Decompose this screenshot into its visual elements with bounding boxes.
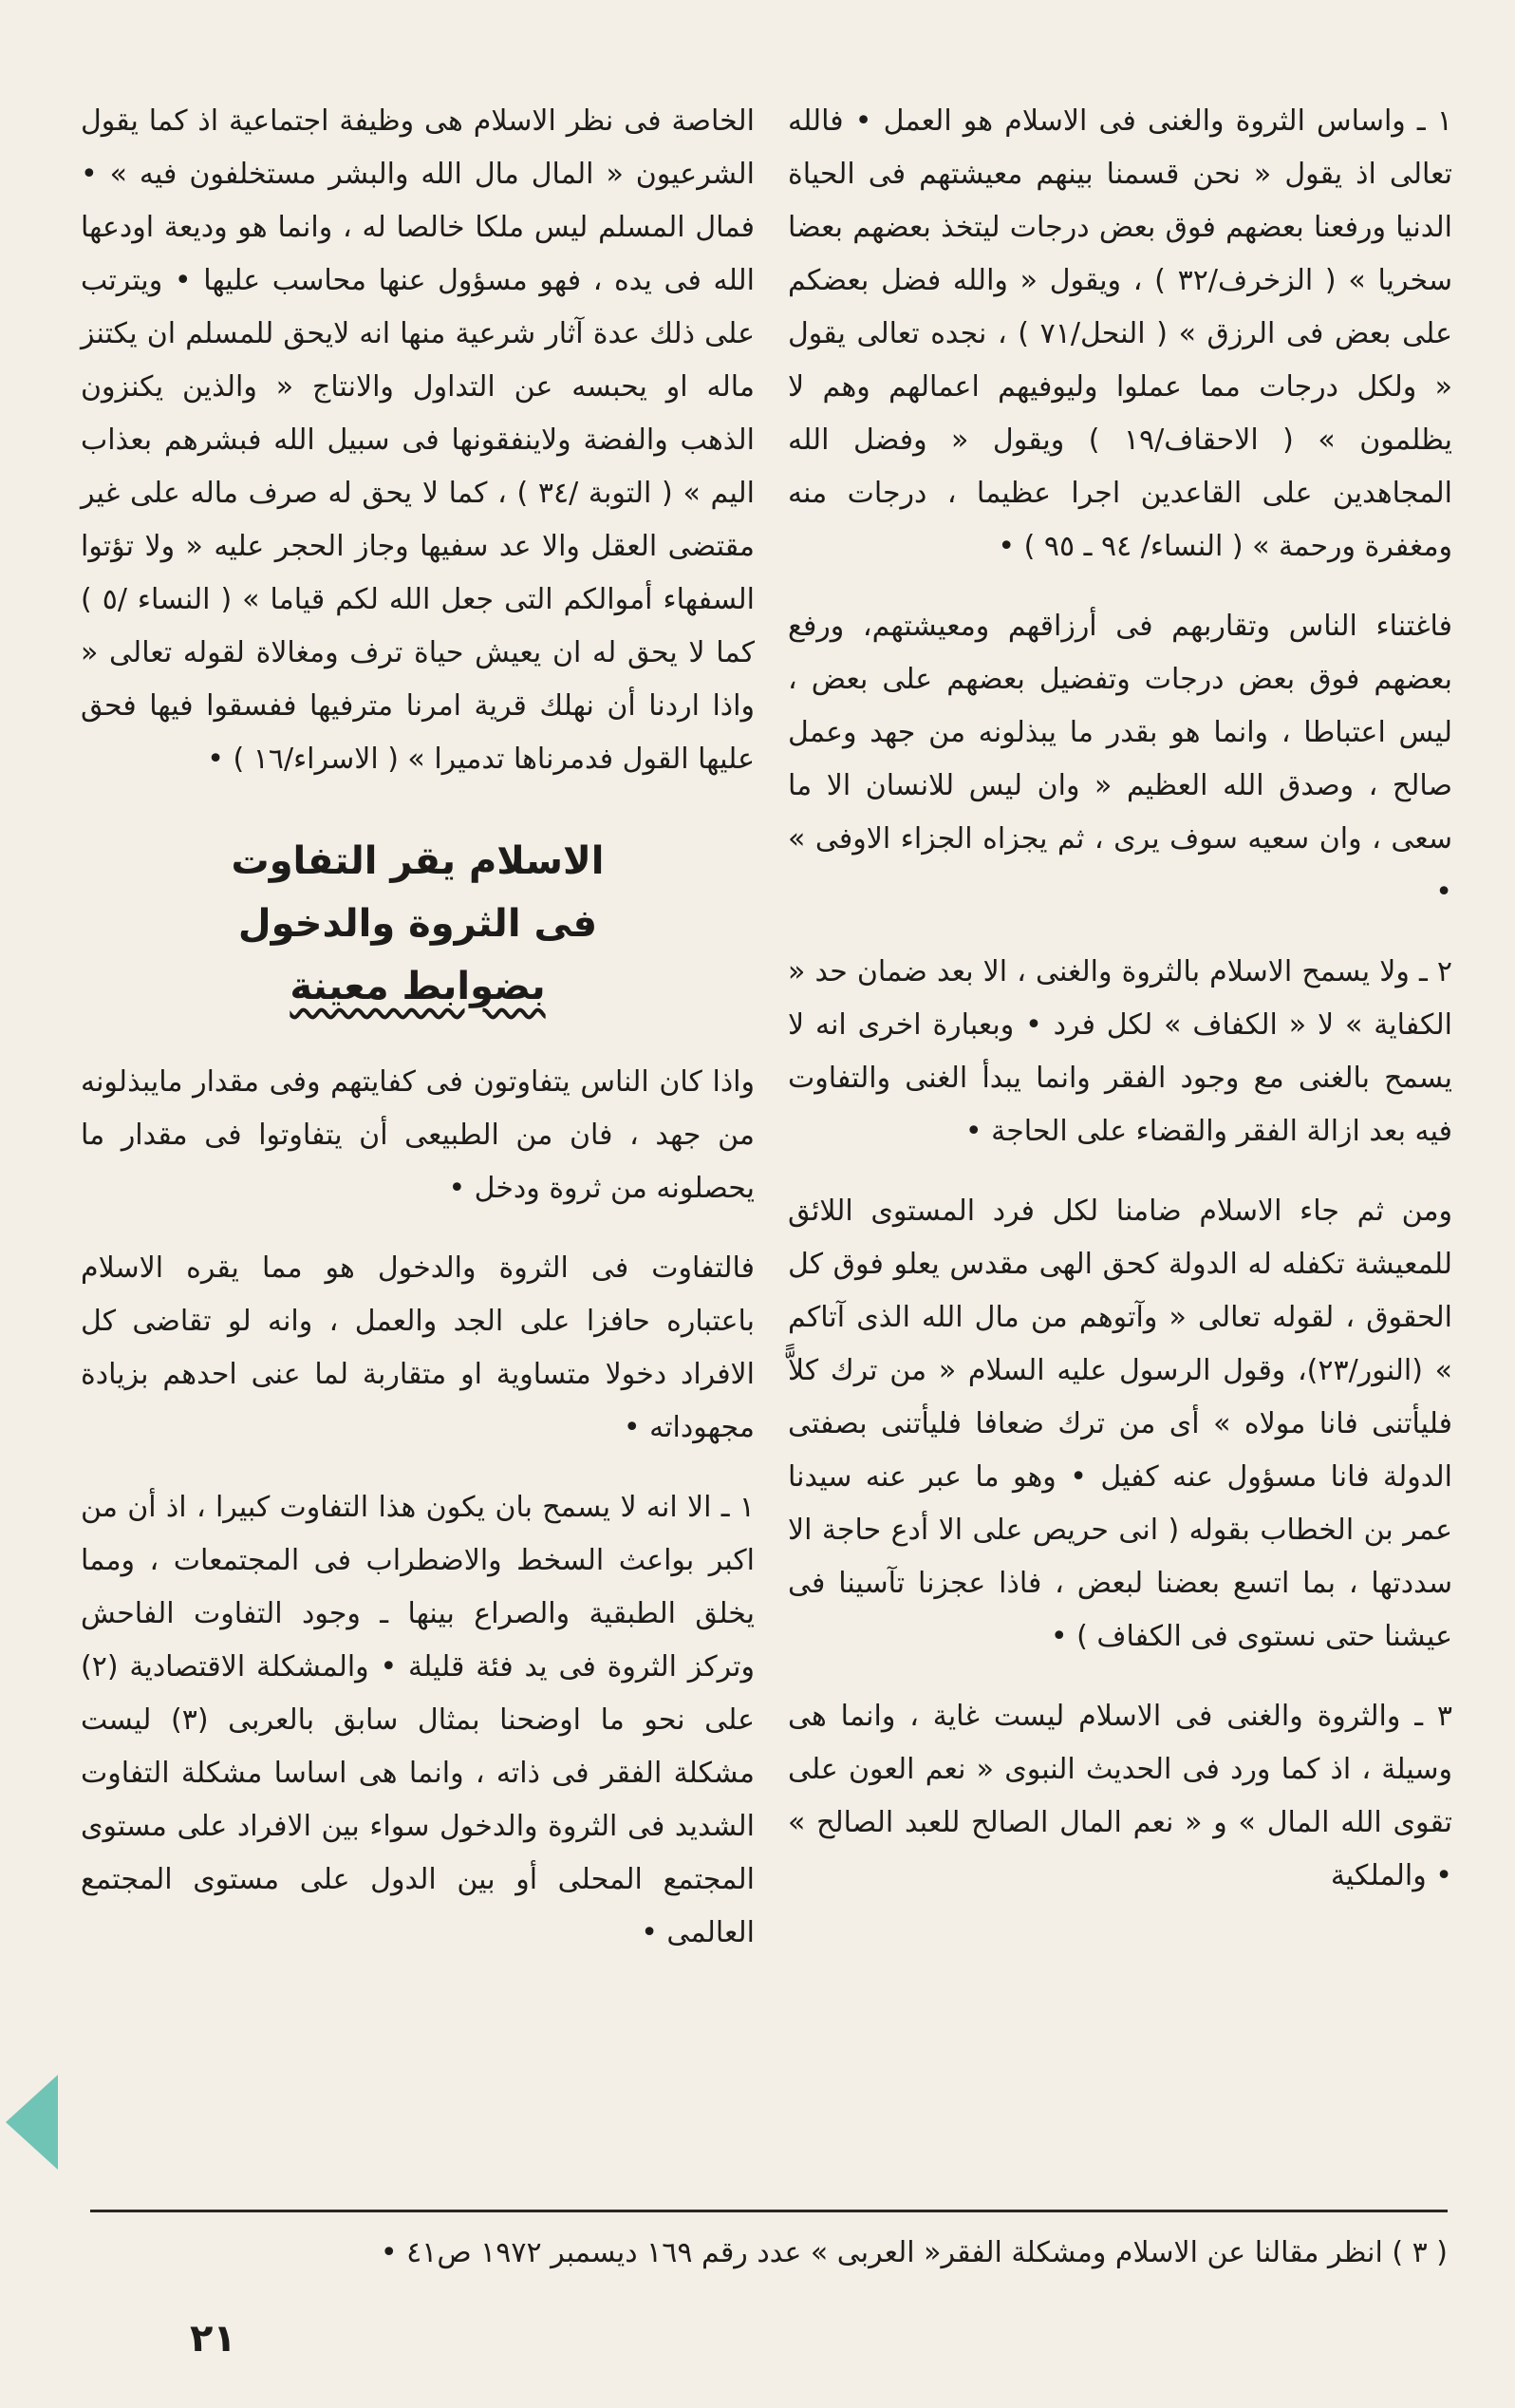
- paragraph-differences-by-effort: فاغتناء الناس وتقاربهم فى أرزاقهم ومعيشتهم، ورفع بعضهم فوق بعض درجات وتفضيل بعضهم على بعض ، ليس اعتباطا ، وانما هو بقدر ما يبذلونه من جهد وعمل صالح ، وصدق الله العظيم « وان ليس للانسان الا ما سعى ، وان سعيه سوف يرى ، ثم يجزاه الجزاء الاوفى » •: [788, 610, 1452, 909]
- paragraph-sufficiency-before-wealth: ٢ ـ ولا يسمح الاسلام بالثروة والغنى ، الا بعد ضمان حد « الكفاية » لا « الكفاف » لكل فرد • وبعبارة اخرى انه لا يسمح بالغنى مع وجود الفقر وانما يبدأ الغنى والتفاوت فيه بعد ازالة الفقر والقضاء على الحاجة •: [788, 955, 1452, 1148]
- page-tab-arrow-icon: [6, 2075, 58, 2170]
- footnote-divider: [90, 2210, 1448, 2212]
- footnote: ( ٣ ) انظر مقالنا عن الاسلام ومشكلة الفقر« العربى » عدد رقم ١٦٩ ديسمبر ١٩٧٢ ص٤١ •: [380, 2236, 1448, 2269]
- section-heading: [81, 830, 755, 1018]
- paragraph-no-large-disparity: ١ ـ الا انه لا يسمح بان يكون هذا التفاوت كبيرا ، اذ أن من اكبر بواعث السخط والاضطراب فى المجتمعات ، ومما يخلق الطبقية والصراع بينها ـ وجود التفاوت الفاحش وتركز الثروة فى يد فئة قليلة • والمشكلة الاقتصادية (٢) على نحو ما اوضحنا بمثال سابق بالعربى (٣) ليست مشكلة الفقر فى ذاته ، وانما هى اساسا مشكلة التفاوت الشديد فى الثروة والدخول سواء بين الافراد على مستوى المجتمع المحلى أو بين الدول على مستوى المجتمع العالمى •: [81, 1491, 755, 1949]
- section-heading-line-1: الاسلام يقر التفاوت: [231, 839, 605, 883]
- paragraph-private-property-social-function: الخاصة فى نظر الاسلام هى وظيفة اجتماعية اذ كما يقول الشرعيون « المال مال الله والبشر مستخلفون فيه » • فمال المسلم ليس ملكا خالصا له ، وانما هو وديعة اودعها الله فى يده ، فهو مسؤول عنها محاسب عليها • ويترتب على ذلك عدة آثار شرعية منها انه لايحق للمسلم ان يكتنز ماله او يحبسه عن التداول والانتاج « والذين يكنزون الذهب والفضة ولاينفقونها فى سبيل الله فبشرهم بعذاب اليم » ( التوبة /٣٤ ) ، كما لا يحق له صرف ماله على غير مقتضى العقل والا عد سفيها وجاز الحجر عليه « ولا تؤتوا السفهاء أموالكم التى جعل الله لكم قياما » ( النساء /٥ ) كما لا يحق له ان يعيش حياة ترف ومغالاة لقوله تعالى « واذا اردنا أن نهلك قرية امرنا مترفيها ففسقوا فيها فحق عليها القول فدمرناها تدميرا » ( الاسراء/١٦ ) •: [81, 104, 755, 776]
- section-heading-line-3: بضوابط معينة: [290, 965, 546, 1008]
- left-column: [81, 95, 755, 1960]
- paragraph-wealth-basis-work: ١ ـ واساس الثروة والغنى فى الاسلام هو العمل • فالله تعالى اذ يقول « نحن قسمنا بينهم معيشتهم فى الحياة الدنيا ورفعنا بعضهم فوق بعض درجات ليتخذ بعضهم بعضا سخريا » ( الزخرف/٣٢ ) ، ويقول « والله فضل بعضكم على بعض فى الرزق » ( النحل/٧١ ) ، نجده تعالى يقول « ولكل درجات مما عملوا وليوفيهم اعمالهم وهم لا يظلمون » ( الاحقاف/١٩ ) ويقول « وفضل الله المجاهدين على القاعدين اجرا عظيما ، درجات منه ومغفرة ورحمة » ( النساء/ ٩٤ ـ ٩٥ ) •: [788, 104, 1452, 563]
- paragraph-disparity-incentive: فالتفاوت فى الثروة والدخول هو مما يقره الاسلام باعتباره حافزا على الجد والعمل ، وانه لو تقاضى كل الافراد دخولا متساوية او متقاربة لما عنى احدهم بزيادة مجهوداته •: [81, 1251, 755, 1444]
- section-heading-line-2: فى الثروة والدخول: [237, 902, 598, 946]
- paragraph-state-guarantee: ومن ثم جاء الاسلام ضامنا لكل فرد المستوى اللائق للمعيشة تكفله له الدولة كحق الهى مقدس يعلو فوق كل الحقوق ، لقوله تعالى « وآتوهم من مال الله الذى آتاكم » (النور/٢٣)، وقول الرسول عليه السلام « من ترك كلاًّ فليأتنى فانا مولاه » أى من ترك ضعافا فليأتنى بصفتى الدولة فانا مسؤول عنه كفيل • وهو ما عبر عنه سيدنا عمر بن الخطاب بقوله ( انى حريص على الا أدع حاجة الا سددتها ، بما اتسع بعضنا لبعض ، فاذا عجزنا تآسينا فى عيشنا حتى نستوى فى الكفاف ) •: [788, 1195, 1452, 1653]
- paragraph-wealth-means-not-end: ٣ ـ والثروة والغنى فى الاسلام ليست غاية ، وانما هى وسيلة ، اذ كما ورد فى الحديث النبوى « نعم العون على تقوى الله المال » و « نعم المال الصالح للعبد الصالح » • والملكية: [788, 1700, 1452, 1892]
- page-number: ٢١: [190, 2317, 236, 2361]
- right-column: [788, 95, 1452, 1903]
- paragraph-people-differ: واذا كان الناس يتفاوتون فى كفايتهم وفى مقدار مايبذلونه من جهد ، فان من الطبيعى أن يتفاوتوا فى مقدار ما يحصلونه من ثروة ودخل •: [81, 1065, 755, 1205]
